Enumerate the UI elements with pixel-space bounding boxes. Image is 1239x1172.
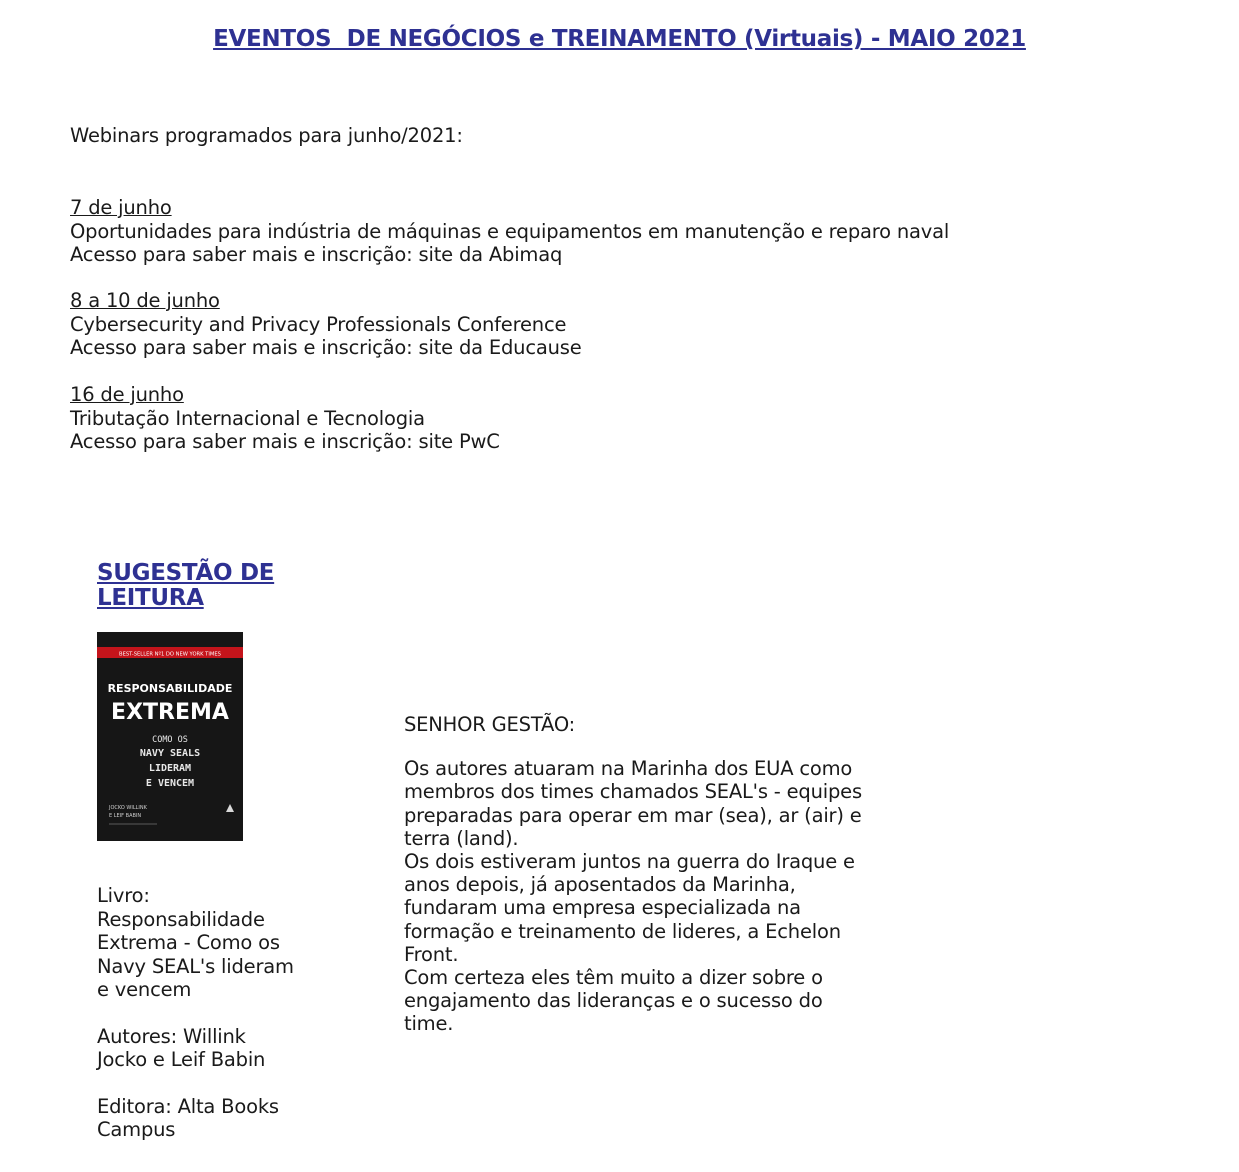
review-paragraph: Os dois estiveram juntos na guerra do Iraque e anos depois, já aposentados da Marinha, fundaram uma empresa especializada na formação e treinamento de lideres, a Echelon Front. [404,850,855,966]
book-cover-title-line1: RESPONSABILIDADE [107,682,233,695]
reading-suggestion-heading[interactable]: SUGESTÃO DE LEITURA [97,560,275,611]
book-cover-banner-text: BEST-SELLER Nº1 DO NEW YORK TIMES [119,651,221,658]
event-access: Acesso para saber mais e inscrição: site PwC [70,430,500,453]
event-date: 7 de junho [70,196,172,219]
book-title-text: Livro: Responsabilidade Extrema - Como os Navy SEAL's lideram e vencem [97,884,294,1001]
event-name: Cybersecurity and Privacy Professionals Conference [70,312,567,336]
event-item [70,196,949,267]
event-name: Tributação Internacional e Tecnologia [70,406,425,430]
book-cover-subtitle-line: E VENCEM [145,778,195,789]
book-authors-text: Autores: Willink Jocko e Leif Babin [97,1024,266,1071]
review-title: SENHOR GESTÃO: [404,713,576,736]
book-info [97,884,297,1165]
review-paragraph: Com certeza eles têm muito a dizer sobre o engajamento das lideranças e o sucesso do time. [404,966,823,1036]
event-access: Acesso para saber mais e inscrição: site da Educause [70,336,582,359]
book-cover-title-line2: EXTREMA [111,700,229,725]
book-cover-subtitle-line: NAVY SEALS [139,748,201,759]
book-cover-author-line: JOCKO WILLINK [109,805,147,811]
webinars-intro: Webinars programados para junho/2021: [70,124,463,147]
book-cover-image [97,632,243,841]
page-title[interactable]: EVENTOS DE NEGÓCIOS e TREINAMENTO (Virtuais) - MAIO 2021 [213,26,1026,52]
event-date: 16 de junho [70,383,184,406]
book-publisher-text: Editora: Alta Books Campus [97,1094,279,1141]
book-cover-subtitle-line: COMO OS [152,735,188,745]
book-cover-subtitle-line: LIDERAM [148,763,192,774]
event-name: Oportunidades para indústria de máquinas e equipamentos em manutenção e reparo naval [70,219,950,243]
event-item [70,383,500,454]
event-item [70,289,582,360]
review-paragraph: Os autores atuaram na Marinha dos EUA como membros dos times chamados SEAL's - equipes preparadas para operar em mar (sea), ar (air) e terra (land). [404,757,862,850]
event-access: Acesso para saber mais e inscrição: site da Abimaq [70,243,563,266]
book-review [404,713,864,1036]
book-cover-author-line: E LEIF BABIN [109,813,142,819]
event-date: 8 a 10 de junho [70,289,220,312]
